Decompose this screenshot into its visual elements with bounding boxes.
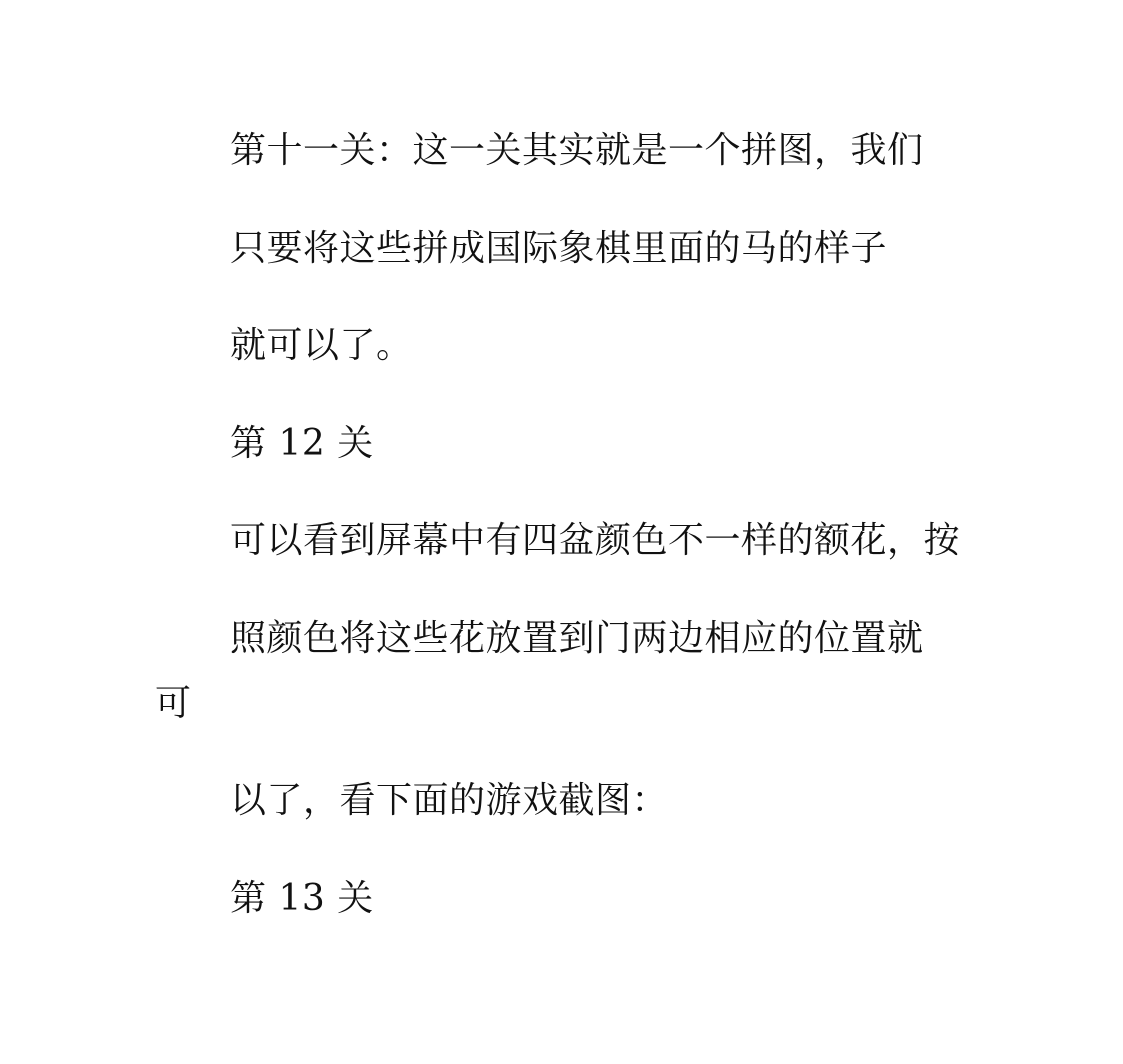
paragraph-line-3: 就可以了。: [230, 325, 413, 366]
wrapped-char-line: 可: [155, 683, 192, 724]
level-12-heading: 第 12 关: [230, 423, 374, 464]
level-13-heading: 第 13 关: [230, 878, 374, 919]
paragraph-line-5: 可以看到屏幕中有四盆颜色不一样的额花，按: [230, 520, 961, 561]
paragraph-line-2: 只要将这些拼成国际象棋里面的马的样子: [230, 228, 888, 269]
paragraph-line-6: 照颜色将这些花放置到门两边相应的位置就: [230, 618, 924, 659]
paragraph-line-1: 第十一关：这一关其实就是一个拼图，我们: [230, 130, 924, 171]
paragraph-line-8: 以了，看下面的游戏截图：: [230, 780, 669, 821]
